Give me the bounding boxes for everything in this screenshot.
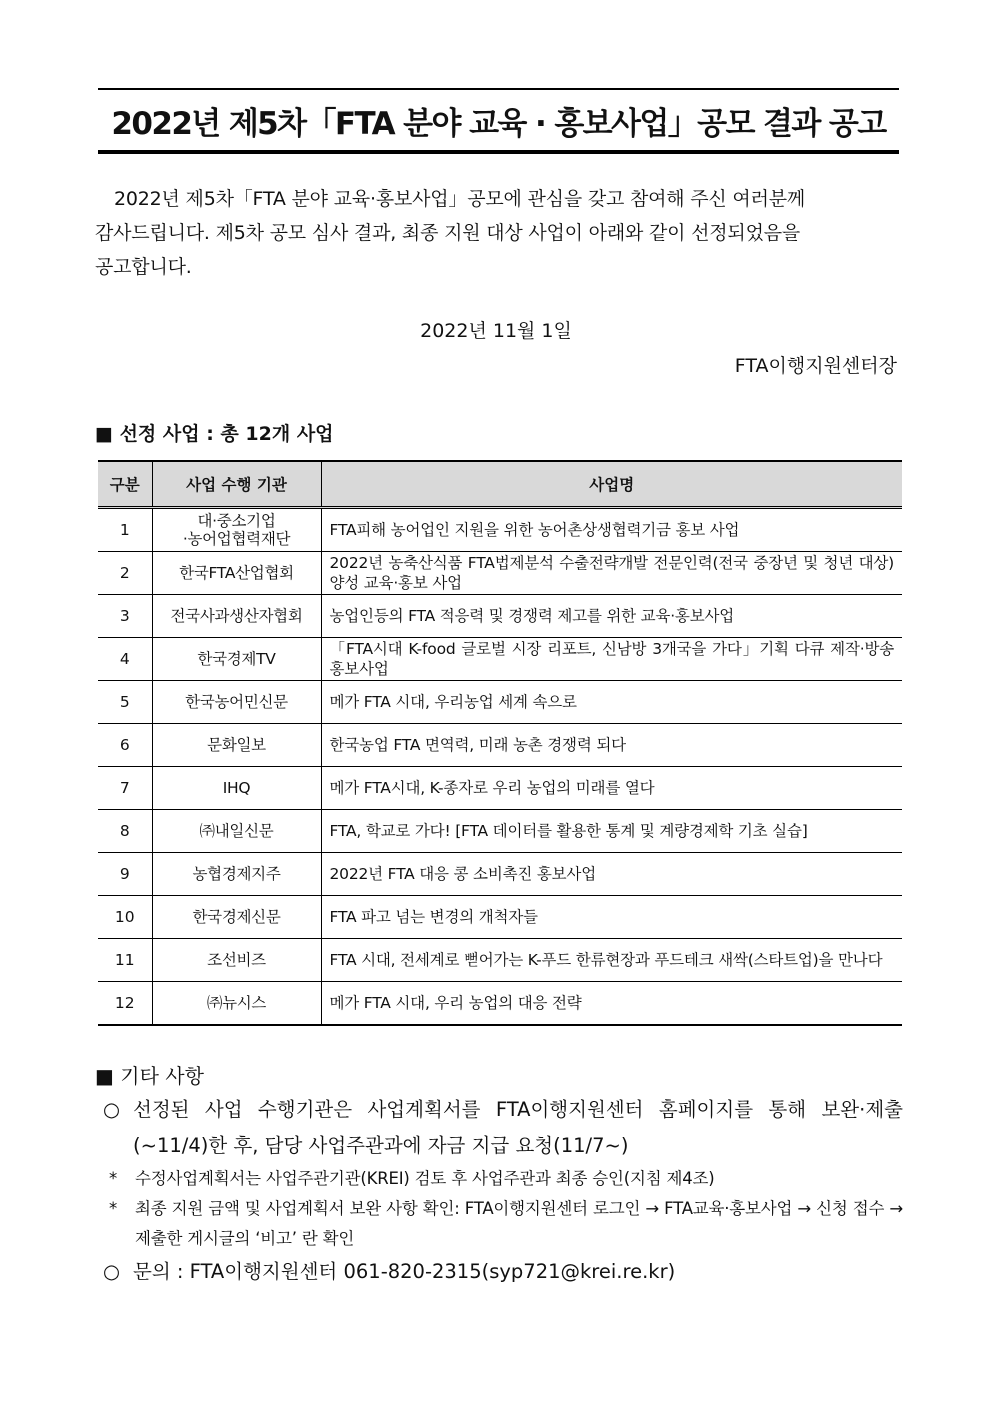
row-org: ㈜내일신문: [152, 810, 321, 853]
row-org: ㈜뉴시스: [152, 982, 321, 1026]
intro-paragraph: [95, 182, 895, 284]
row-no: 8: [98, 810, 152, 853]
asterisk-icon: *: [109, 1199, 118, 1218]
row-no: 12: [98, 982, 152, 1026]
row-org: 대·중소기업 ·농어업협력재단: [152, 508, 321, 552]
square-bullet-icon: ■: [95, 1064, 114, 1088]
row-no: 1: [98, 508, 152, 552]
table-row: [98, 767, 902, 810]
square-bullet-icon: ■: [95, 423, 113, 445]
row-no: 3: [98, 595, 152, 638]
etc-section: [103, 1092, 903, 1290]
row-org: 한국경제TV: [152, 638, 321, 681]
intro-line: 공고합니다.: [95, 256, 192, 278]
table-row: [98, 552, 902, 595]
page-title: 2022년 제5차「FTA 분야 교육 · 홍보사업」공모 결과 공고: [111, 105, 886, 142]
row-project: 한국농업 FTA 면역력, 미래 농촌 경쟁력 되다: [321, 724, 902, 767]
circle-bullet-icon: ○: [103, 1260, 121, 1283]
row-no: 9: [98, 853, 152, 896]
section-title: 선정 사업 : 총 12개 사업: [119, 423, 334, 445]
etc-heading: [95, 1060, 204, 1089]
title-box: [98, 88, 899, 154]
etc-note-text: 최종 지원 금액 및 사업계획서 보완 사항 확인: FTA이행지원센터 로그인 → FTA교육·홍보사업 → 신청 접수 → 제출한 게시글의 ‘비고’ 란 확인: [135, 1199, 903, 1248]
asterisk-icon: *: [109, 1169, 118, 1188]
row-project: FTA 파고 넘는 변경의 개척자들: [321, 896, 902, 939]
etc-item-text: 선정된 사업 수행기관은 사업계획서를 FTA이행지원센터 홈페이지를 통해 보완·제출 (~11/4)한 후, 담당 사업주관과에 자금 지급 요청(11/7~): [133, 1098, 903, 1157]
intro-line: 감사드립니다. 제5차 공모 심사 결과, 최종 지원 대상 사업이 아래와 같이 선정되었음을: [95, 222, 801, 244]
projects-table: [98, 460, 902, 1026]
table-row: [98, 810, 902, 853]
table-row: [98, 595, 902, 638]
row-org: 조선비즈: [152, 939, 321, 982]
row-no: 10: [98, 896, 152, 939]
row-no: 7: [98, 767, 152, 810]
header-no: 구분: [98, 461, 152, 508]
row-project: 메가 FTA 시대, 우리농업 세계 속으로: [321, 681, 902, 724]
row-project: FTA피해 농어업인 지원을 위한 농어촌상생협력기금 홍보 사업: [321, 508, 902, 552]
row-project: 2022년 농축산식품 FTA법제분석 수출전략개발 전문인력(전국 중장년 및 청년 대상)양성 교육·홍보 사업: [321, 552, 902, 595]
signer: FTA이행지원센터장: [734, 355, 897, 377]
row-org: 한국FTA산업협회: [152, 552, 321, 595]
row-org: IHQ: [152, 767, 321, 810]
row-no: 5: [98, 681, 152, 724]
row-org: 전국사과생산자협회: [152, 595, 321, 638]
header-org: 사업 수행 기관: [152, 461, 321, 508]
etc-note-text: 수정사업계획서는 사업주관기관(KREI) 검토 후 사업주관과 최종 승인(지침 제4조): [135, 1169, 715, 1188]
row-project: 메가 FTA시대, K-종자로 우리 농업의 미래를 열다: [321, 767, 902, 810]
etc-note: [109, 1164, 903, 1194]
circle-bullet-icon: ○: [103, 1098, 121, 1121]
announcement-date: 2022년 11월 1일: [420, 320, 572, 342]
table-row: [98, 853, 902, 896]
etc-item: [103, 1254, 903, 1290]
table-row: [98, 508, 902, 552]
row-project: 메가 FTA 시대, 우리 농업의 대응 전략: [321, 982, 902, 1026]
row-project: FTA 시대, 전세계로 뻗어가는 K-푸드 한류현장과 푸드테크 새싹(스타트업)을 만나다: [321, 939, 902, 982]
row-org: 문화일보: [152, 724, 321, 767]
table-row: [98, 724, 902, 767]
row-project: FTA, 학교로 가다! [FTA 데이터를 활용한 통계 및 계량경제학 기초 실습]: [321, 810, 902, 853]
row-no: 11: [98, 939, 152, 982]
table-row: [98, 982, 902, 1026]
table-row: [98, 681, 902, 724]
header-project: 사업명: [321, 461, 902, 508]
row-org: 한국농어민신문: [152, 681, 321, 724]
contact-info: 문의 : FTA이행지원센터 061-820-2315(syp721@krei.re.kr): [133, 1260, 676, 1283]
row-no: 6: [98, 724, 152, 767]
row-no: 2: [98, 552, 152, 595]
table-header-row: [98, 461, 902, 508]
intro-line: 2022년 제5차「FTA 분야 교육·홍보사업」공모에 관심을 갖고 참여해 주신 여러분께: [114, 188, 806, 210]
section-heading: [95, 419, 334, 446]
etc-title: 기타 사항: [120, 1064, 204, 1088]
table-row: [98, 939, 902, 982]
row-project: 2022년 FTA 대응 콩 소비촉진 홍보사업: [321, 853, 902, 896]
row-org: 농협경제지주: [152, 853, 321, 896]
row-no: 4: [98, 638, 152, 681]
etc-note: [109, 1194, 903, 1254]
row-project: 농업인등의 FTA 적응력 및 경쟁력 제고를 위한 교육·홍보사업: [321, 595, 902, 638]
row-project: 「FTA시대 K-food 글로벌 시장 리포트, 신남방 3개국을 가다」기획 다큐 제작·방송 홍보사업: [321, 638, 902, 681]
etc-item: [103, 1092, 903, 1164]
table-row: [98, 638, 902, 681]
row-org: 한국경제신문: [152, 896, 321, 939]
table-row: [98, 896, 902, 939]
